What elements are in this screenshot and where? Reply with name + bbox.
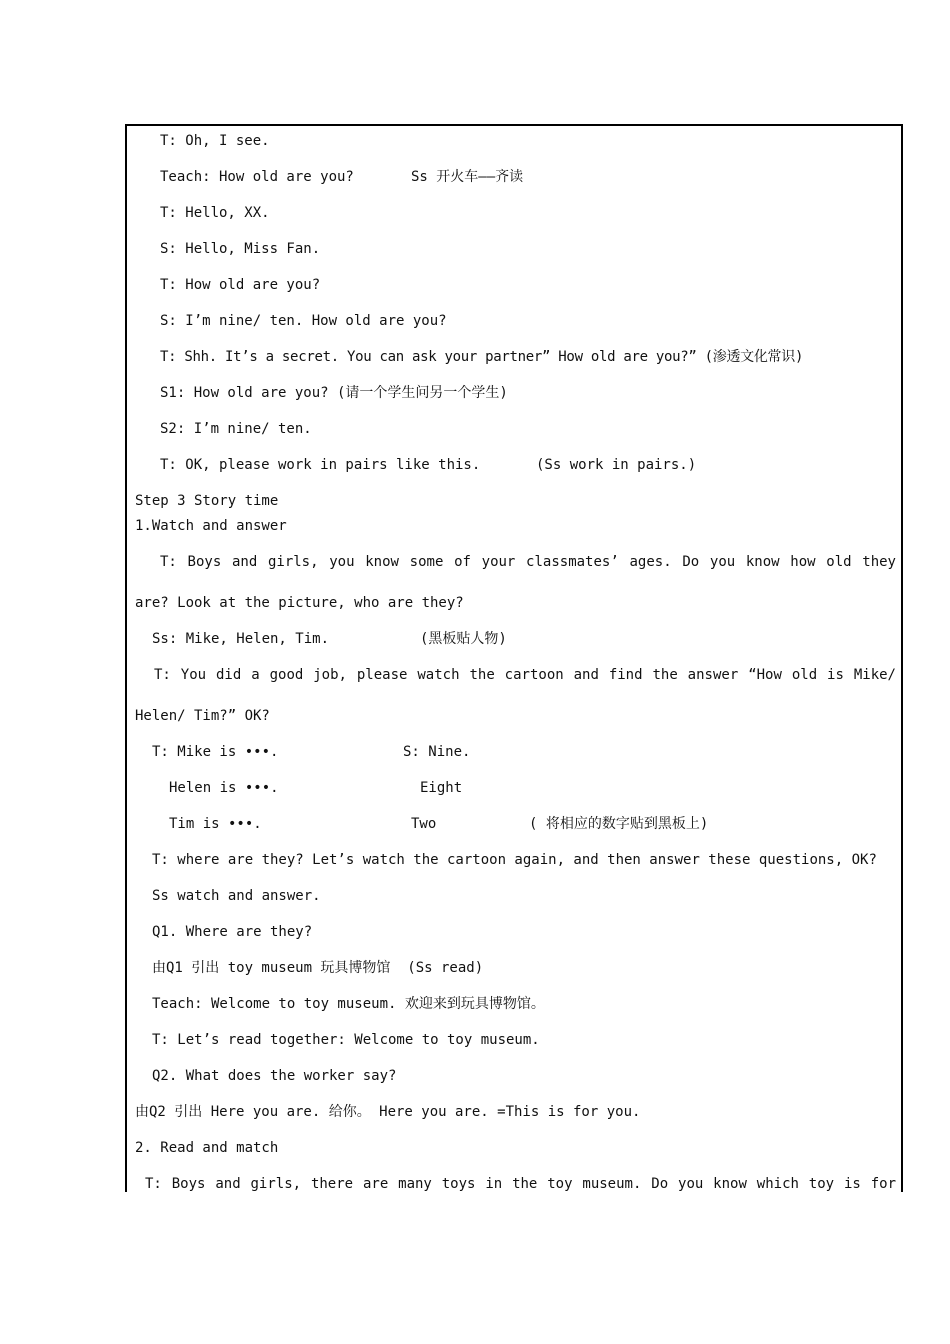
text-line: Ss watch and answer. — [152, 888, 321, 904]
text-line: S1: How old are you? (请一个学生问另一个学生) — [160, 385, 508, 401]
text-line: Ss: Mike, Helen, Tim. — [152, 631, 330, 647]
text-line: Two — [411, 816, 437, 832]
text-line: T: Boys and girls, there are many toys in the toy museum. Do you know which toy is for — [145, 1176, 896, 1192]
text-line: Helen/ Tim?” OK? — [135, 708, 270, 724]
section-heading: Step 3 Story time — [135, 493, 279, 509]
text-line: are? Look at the picture, who are they? — [135, 595, 464, 611]
text-line: S2: I’m nine/ ten. — [160, 421, 312, 437]
text-line: Teach: How old are you? — [160, 169, 354, 185]
text-line: T: where are they? Let’s watch the cartoon again, and then answer these questions, OK? — [152, 852, 877, 868]
lesson-plan-table-cell — [125, 124, 903, 1192]
text-line: Q1. Where are they? — [152, 924, 313, 940]
text-line: Q2. What does the worker say? — [152, 1068, 397, 1084]
subsection-heading: 2. Read and match — [135, 1140, 279, 1156]
text-line: (Ss work in pairs.) — [536, 457, 697, 473]
text-line: Tim is •••. — [169, 816, 262, 832]
text-line: T: OK, please work in pairs like this. — [160, 457, 481, 473]
text-line: 由Q2 引出 Here you are. 给你。 Here you are. =This is for you. — [135, 1104, 641, 1120]
text-line: T: You did a good job, please watch the cartoon and find the answer “How old is Mike/ — [154, 667, 896, 683]
text-line: Helen is •••. — [169, 780, 279, 796]
text-line: 由Q1 引出 toy museum 玩具博物馆 (Ss read) — [152, 960, 484, 976]
text-line: (黑板贴人物) — [420, 631, 507, 647]
subsection-heading: 1.Watch and answer — [135, 518, 287, 534]
text-line: Teach: Welcome to toy museum. 欢迎来到玩具博物馆。 — [152, 996, 545, 1012]
text-line: T: How old are you? — [160, 277, 321, 293]
text-line: T: Let’s read together: Welcome to toy museum. — [152, 1032, 540, 1048]
text-line: S: Hello, Miss Fan. — [160, 241, 321, 257]
text-line: S: I’m nine/ ten. How old are you? — [160, 313, 447, 329]
text-line: T: Hello, XX. — [160, 205, 270, 221]
text-line: T: Mike is •••. — [152, 744, 279, 760]
text-line: T: Oh, I see. — [160, 133, 270, 149]
text-line: Ss 开火车——齐读 — [411, 169, 524, 185]
text-line: T: Shh. It’s a secret. You can ask your partner” How old are you?” (渗透文化常识) — [160, 349, 804, 365]
text-line: T: Boys and girls, you know some of your classmates’ ages. Do you know how old they — [160, 554, 896, 570]
text-line: ( 将相应的数字贴到黑板上) — [529, 816, 709, 832]
text-line: S: Nine. — [403, 744, 471, 760]
text-line: Eight — [420, 780, 463, 796]
